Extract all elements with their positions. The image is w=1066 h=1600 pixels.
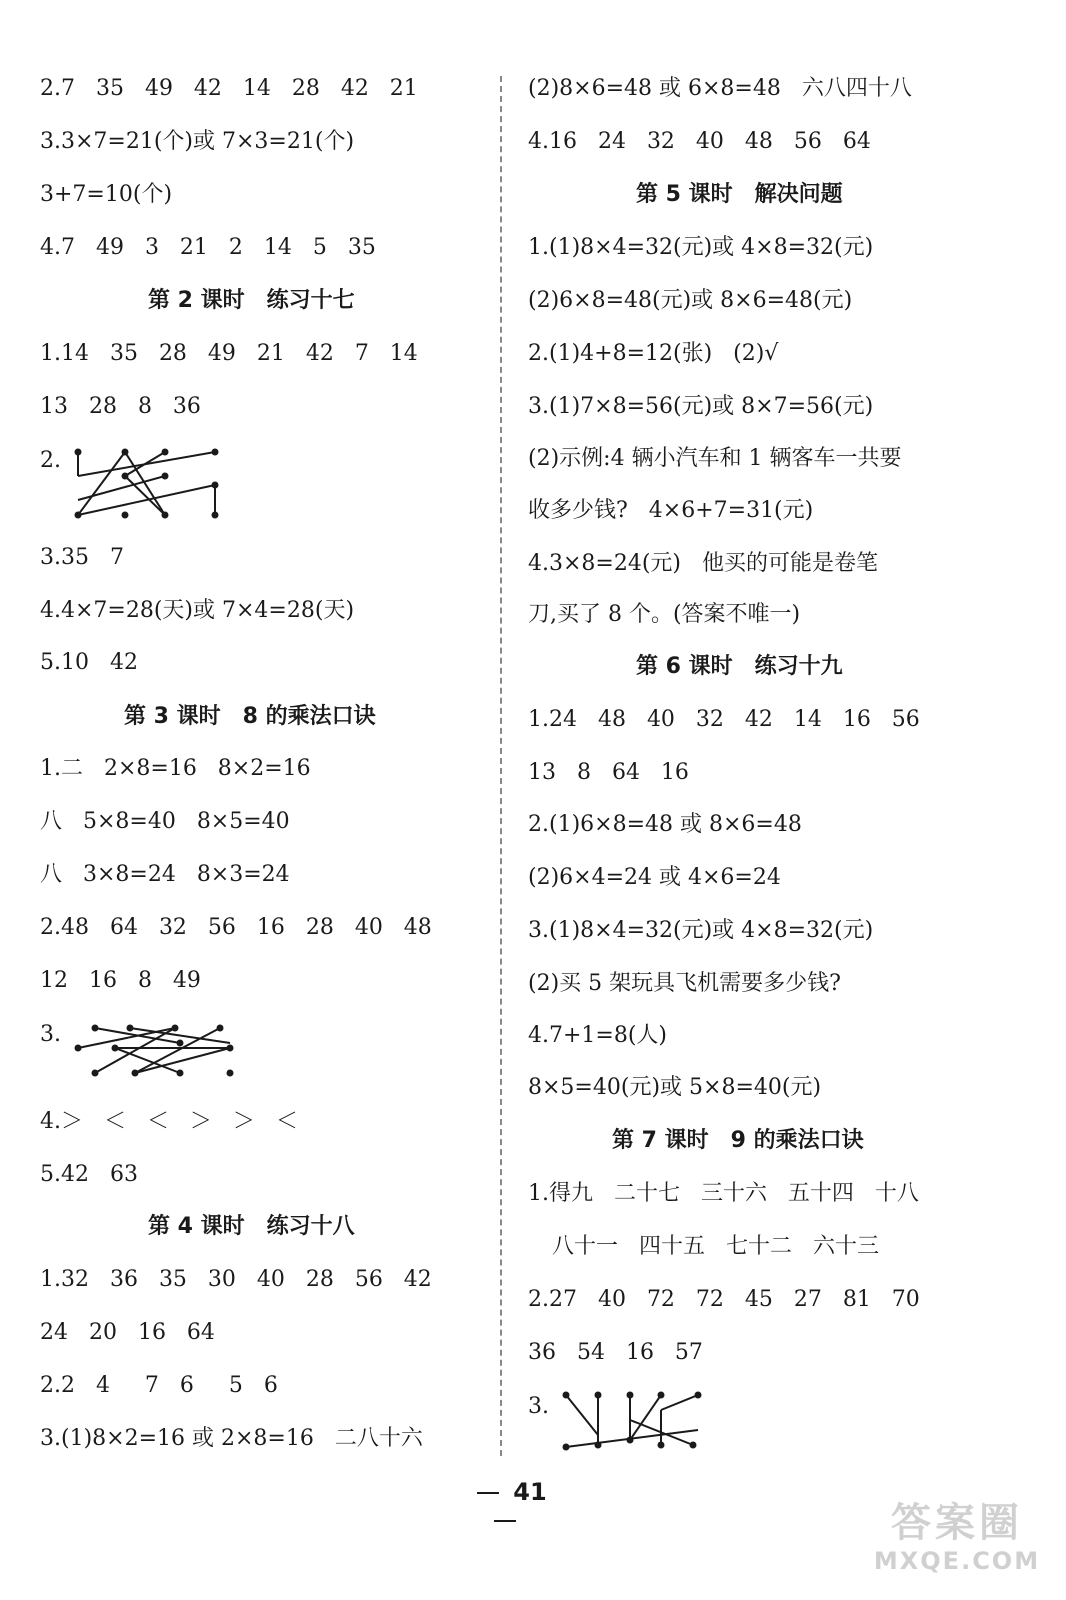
answer-line: (2)6×4=24 或 4×6=24 — [528, 865, 781, 890]
answer-line: 36 54 16 57 — [528, 1340, 703, 1365]
column-divider — [500, 76, 502, 1456]
answer-line: 3. — [40, 1022, 61, 1047]
answer-line: 5.42 63 — [40, 1162, 138, 1187]
section-heading: 第 3 课时 8 的乘法口诀 — [124, 704, 376, 729]
section-heading: 第 4 课时 练习十八 — [148, 1214, 355, 1239]
watermark-url: MXQE.COM — [873, 1547, 1041, 1575]
answer-line: 1.(1)8×4=32(元)或 4×8=32(元) — [528, 235, 874, 260]
answer-line: (2)示例:4 辆小汽车和 1 辆客车一共要 — [528, 446, 902, 471]
watermark — [872, 1500, 1042, 1590]
answer-line: 3. — [528, 1394, 549, 1419]
watermark-logo: 答案圈 — [891, 1500, 1023, 1546]
answer-line: 4.7+1=8(人) — [528, 1023, 668, 1048]
section-heading: 第 6 课时 练习十九 — [636, 654, 843, 679]
answer-line: 2.27 40 72 72 45 27 81 70 — [528, 1287, 920, 1312]
answer-line: 2. — [40, 448, 61, 473]
page-number-value: 41 — [513, 1478, 547, 1506]
matching-diagram — [558, 1385, 738, 1460]
answer-line: 2.7 35 49 42 14 28 42 21 — [40, 76, 418, 101]
page-number — [440, 1478, 570, 1534]
answer-line: 13 28 8 36 — [40, 394, 201, 419]
answer-line: 8×5=40(元)或 5×8=40(元) — [528, 1075, 822, 1100]
dash-left — [477, 1492, 499, 1494]
answer-line: 1.32 36 35 30 40 28 56 42 — [40, 1267, 432, 1292]
answer-line: 5.10 42 — [40, 650, 138, 675]
answer-line: 13 8 64 16 — [528, 760, 689, 785]
answer-line: 4.3×8=24(元) 他买的可能是卷笔 — [528, 551, 878, 576]
answer-line: 1.14 35 28 49 21 42 7 14 — [40, 341, 418, 366]
answer-line: 4.4×7=28(天)或 7×4=28(天) — [40, 598, 355, 623]
answer-line: 3.35 7 — [40, 545, 124, 570]
answer-line: 2.(1)6×8=48 或 8×6=48 — [528, 812, 802, 837]
answer-line: 24 20 16 64 — [40, 1320, 215, 1345]
answer-line: (2)8×6=48 或 6×8=48 六八四十八 — [528, 76, 912, 101]
answer-line: 八 3×8=24 8×3=24 — [40, 862, 290, 887]
answer-line: 刀,买了 8 个。(答案不唯一) — [528, 602, 801, 627]
answer-line: 收多少钱? 4×6+7=31(元) — [528, 498, 814, 523]
answer-line: 12 16 8 49 — [40, 968, 201, 993]
answer-line: 八 5×8=40 8×5=40 — [40, 809, 290, 834]
answer-line: 4.16 24 32 40 48 56 64 — [528, 129, 871, 154]
answer-line: 八十一 四十五 七十二 六十三 — [552, 1234, 879, 1259]
answer-line: 4.＞ ＜ ＜ ＞ ＞ ＜ — [40, 1109, 298, 1134]
answer-line: 3.(1)8×4=32(元)或 4×8=32(元) — [528, 918, 874, 943]
matching-diagram — [70, 1018, 270, 1083]
section-heading: 第 2 课时 练习十七 — [148, 288, 355, 313]
answer-line: 2.48 64 32 56 16 28 40 48 — [40, 915, 432, 940]
answer-line: 1.24 48 40 32 42 14 16 56 — [528, 707, 920, 732]
dash-right — [494, 1520, 516, 1522]
answer-line: 3.(1)7×8=56(元)或 8×7=56(元) — [528, 394, 874, 419]
answer-line: 3+7=10(个) — [40, 182, 173, 207]
section-heading: 第 5 课时 解决问题 — [636, 182, 843, 207]
section-heading: 第 7 课时 9 的乘法口诀 — [612, 1128, 864, 1153]
answer-line: 4.7 49 3 21 2 14 5 35 — [40, 235, 376, 260]
answer-line: 1.二 2×8=16 8×2=16 — [40, 756, 311, 781]
answer-line: 2.(1)4+8=12(张) (2)√ — [528, 341, 779, 366]
answer-line: (2)买 5 架玩具飞机需要多少钱? — [528, 971, 841, 996]
answer-line: (2)6×8=48(元)或 8×6=48(元) — [528, 288, 853, 313]
matching-diagram — [70, 440, 260, 530]
answer-line: 3.(1)8×2=16 或 2×8=16 二八十六 — [40, 1426, 423, 1451]
answer-line: 2.2 4 7 6 5 6 — [40, 1373, 278, 1398]
answer-line: 1.得九 二十七 三十六 五十四 十八 — [528, 1181, 919, 1206]
answer-line: 3.3×7=21(个)或 7×3=21(个) — [40, 129, 355, 154]
